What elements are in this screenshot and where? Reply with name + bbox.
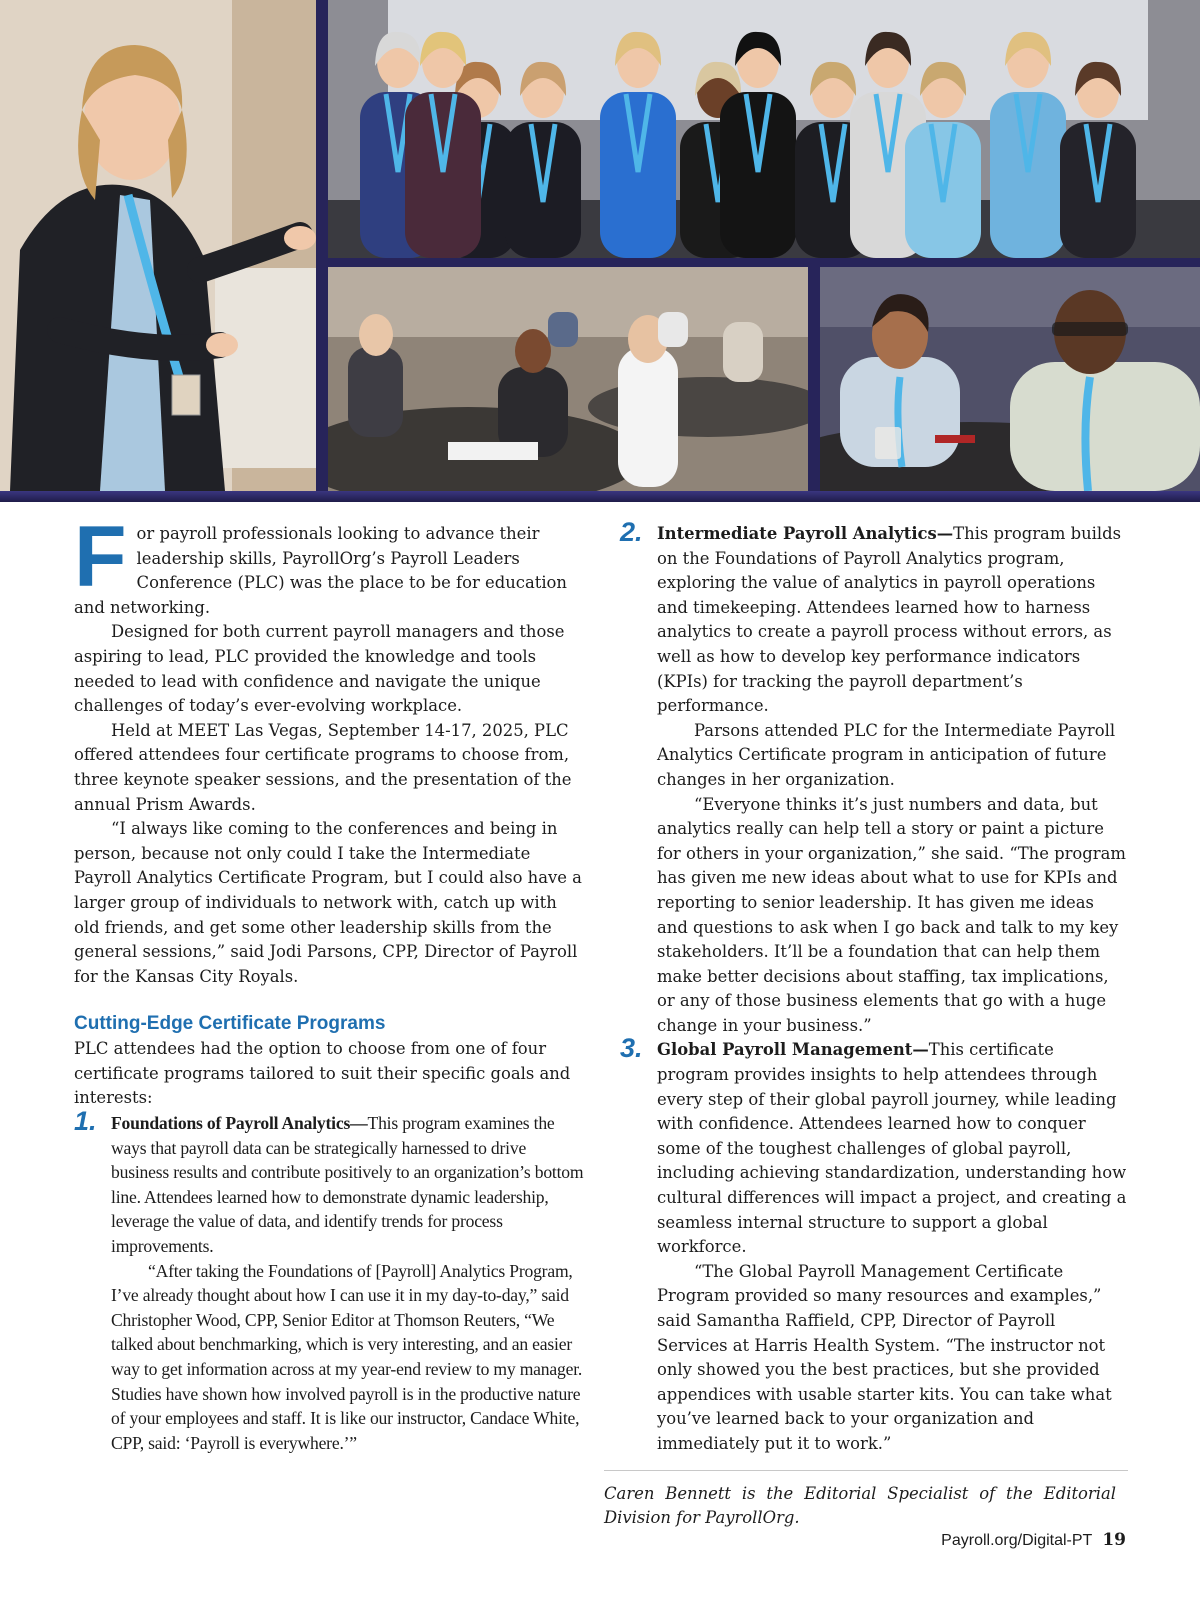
article-column-right bbox=[604, 517, 1128, 1531]
item-number-2: 2. bbox=[620, 517, 643, 547]
footer-url[interactable]: Payroll.org/Digital-PT bbox=[941, 1532, 1093, 1549]
item-text-2: This program builds on the Foundations of Payroll Analytics program, exploring the value of analytics in payroll operations and timekeeping. Attendees learned how to harness analytics to create a payroll process without errors, as well as how to develop key performance indicators (KPIs) for tracking the payroll department’s performance. bbox=[657, 524, 1122, 716]
author-byline: Caren Bennett is the Editorial Specialist of the Editorial Division for PayrollOrg. bbox=[604, 1483, 1116, 1528]
photo-band-rule bbox=[0, 491, 1200, 502]
item-para-2: Parsons attended PLC for the Intermediate Payroll Analytics Certificate program in anticipation of future changes in her organization. bbox=[657, 720, 1116, 789]
intro-text: or payroll professionals looking to advance their leadership skills, PayrollOrg’s Payroll Leaders Conference (PLC) was the place to be for education and networking. bbox=[74, 524, 567, 617]
section-intro: PLC attendees had the option to choose from one of four certificate programs tailored to suit their specific goals and interests: bbox=[74, 1039, 571, 1108]
classroom-photo bbox=[328, 267, 808, 491]
item-title-2: Intermediate Payroll Analytics— bbox=[657, 524, 954, 543]
paragraph-held-at: Held at MEET Las Vegas, September 14-17, 2025, PLC offered attendees four certificate programs to choose from, three keynote speaker sessions, and the presentation of the annual Prism Awards. bbox=[74, 720, 572, 814]
speaker-photo bbox=[0, 0, 316, 491]
item-text-3: This certificate program provides insights to help attendees through every step of their global payroll journey, while leading with confidence. Attendees learned how to conquer some of the toughest challenges of global payroll, including achieving standardization, understanding how cultural differences will impact a project, and creating a seamless internal structure to support a global workforce. bbox=[657, 1040, 1127, 1257]
group-photo bbox=[328, 0, 1200, 258]
item-number-1: 1. bbox=[74, 1106, 97, 1137]
item-title-1: Foundations of Payroll Analytics— bbox=[111, 1113, 368, 1134]
article-column-left bbox=[74, 509, 586, 1455]
item-quote-1: “After taking the Foundations of [Payroll] Analytics Program, I’ve already thought about how I can use it in my day-to-day,” said Christopher Wood, CPP, Senior Editor at Thomson Reuters, “We talked about benchmarking, which is very interesting, and an easier way to get information across at my year-end review to my manager. Studies have shown how involved payroll is in the productive nature of your employees and staff. It is like our instructor, Candace White, CPP, said: ‘Payroll is everywhere.’” bbox=[111, 1260, 583, 1453]
drop-cap: F bbox=[74, 509, 127, 605]
program-item-3 bbox=[620, 1033, 1128, 1456]
program-item-1 bbox=[74, 1106, 586, 1455]
item-title-3: Global Payroll Management— bbox=[657, 1040, 929, 1060]
photo-collage bbox=[0, 0, 1200, 502]
item-quote-3: “The Global Payroll Management Certificate Program provided so many resources and examples,” said Samantha Raffield, CPP, Director of Payroll Services at Harris Health System. “The instructor not only showed you the best practices, but she provided appendices with usable starter kits. You can take what you’ve learned back to your organization and immediately put it to work.” bbox=[657, 1261, 1112, 1453]
byline-divider bbox=[604, 1470, 1128, 1471]
intro-paragraph bbox=[74, 509, 586, 620]
page-footer bbox=[941, 1530, 1126, 1550]
item-text-1: This program examines the ways that payroll data can be strategically harnessed to drive business results and contribute positively to an organization’s bottom line. Attendees learned how to demonstrate dynamic leadership, leverage the value of data, and identify trends for process improvements. bbox=[111, 1113, 584, 1257]
item-quote-2: “Everyone thinks it’s just numbers and data, but analytics really can help tell a story or paint a picture for others in your organization,” she said. “The program has given me new ideas about what to use for KPIs and reporting to senior leadership. It has given me ideas and questions to ask when I go back and talk to my key stakeholders. It’ll be a foundation that can help them make better decisions about staffing, tax implications, or any of those business elements that go with a huge change in your business.” bbox=[657, 794, 1126, 1035]
paragraph-designed: Designed for both current payroll managers and those aspiring to lead, PLC provided the knowledge and tools needed to lead with confidence and navigate the unique challenges of today’s ever-evolving workplace. bbox=[74, 622, 565, 716]
item-number-3: 3. bbox=[620, 1033, 643, 1064]
pair-photo bbox=[820, 267, 1200, 491]
page-number: 19 bbox=[1102, 1530, 1126, 1550]
section-heading: Cutting-Edge Certificate Programs bbox=[74, 1013, 386, 1035]
paragraph-parsons-quote: “I always like coming to the conferences and being in person, because not only could I take the Intermediate Payroll Analytics Certificate Program, but I could also have a larger group of individuals to network with, catch up with old friends, and get some other leadership skills from the general sessions,” said Jodi Parsons, CPP, Director of Payroll for the Kansas City Royals. bbox=[74, 819, 582, 986]
program-item-2 bbox=[620, 517, 1128, 1038]
